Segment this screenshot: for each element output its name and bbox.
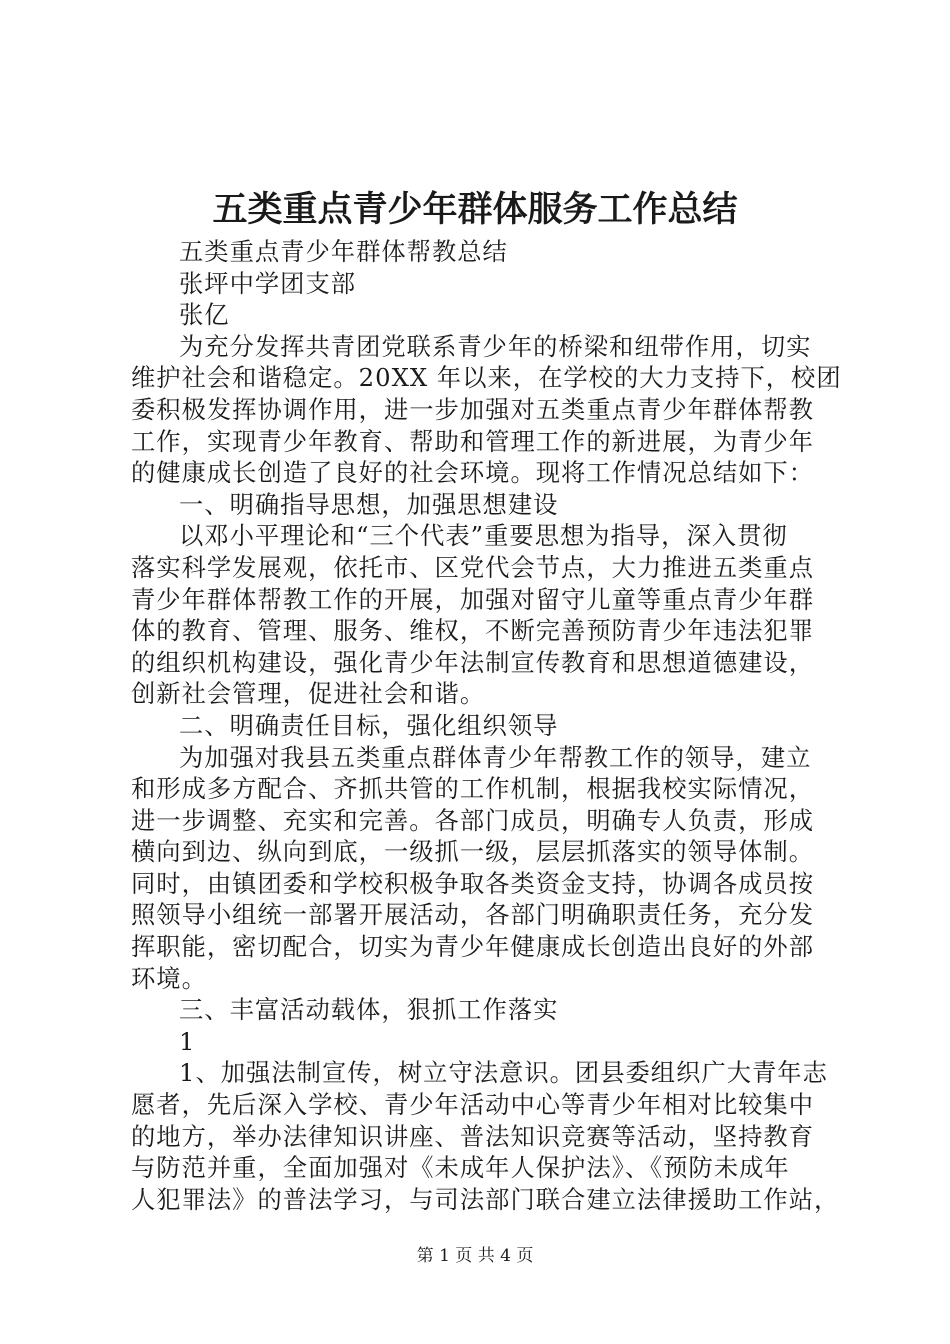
document-body <box>131 236 841 1215</box>
text-line: 1 <box>179 1026 196 1056</box>
text-line: 同时，由镇团委和学校积极争取各类资金支持，协调各成员按 <box>131 868 815 898</box>
text-line: 委积极发挥协调作用，进一步加强对五类重点青少年群体帮教 <box>131 394 815 424</box>
text-line: 创新社会管理，促进社会和谐。 <box>131 679 486 709</box>
text-line: 为加强对我县五类重点群体青少年帮教工作的领导，建立 <box>179 742 812 772</box>
text-line: 二、明确责任目标，强化组织领导 <box>179 710 559 740</box>
document-title: 五类重点青少年群体服务工作总结 <box>212 189 738 230</box>
text-line: 一、明确指导思想，加强思想建设 <box>179 489 559 519</box>
text-line: 横向到边、纵向到底，一级抓一级，层层抓落实的领导体制。 <box>131 837 815 867</box>
text-line: 进一步调整、充实和完善。各部门成员，明确专人负责，形成 <box>131 805 815 835</box>
text-line: 的地方，举办法律知识讲座、普法知识竞赛等活动，坚持教育 <box>131 1121 815 1151</box>
text-line: 1、加强法制宣传，树立守法意识。团县委组织广大青年志 <box>179 1058 828 1088</box>
text-line: 以邓小平理论和“三个代表”重要思想为指导，深入贯彻 <box>179 521 788 551</box>
text-line: 体的教育、管理、服务、维权，不断完善预防青少年违法犯罪 <box>131 616 815 646</box>
text-line: 与防范并重，全面加强对《未成年人保护法》、《预防未成年 <box>131 1153 790 1183</box>
text-line: 人犯罪法》的普法学习，与司法部门联合建立法律援助工作站， <box>131 1184 840 1214</box>
text-line: 照领导小组统一部署开展活动，各部门明确职责任务，充分发 <box>131 900 815 930</box>
text-line: 青少年群体帮教工作的开展，加强对留守儿童等重点青少年群 <box>131 584 815 614</box>
text-line: 环境。 <box>131 963 207 993</box>
text-line: 落实科学发展观，依托市、区党代会节点，大力推进五类重点 <box>131 552 815 582</box>
text-line: 的健康成长创造了良好的社会环境。现将工作情况总结如下： <box>131 458 815 488</box>
text-line: 维护社会和谐稳定。20XX 年以来，在学校的大力支持下，校团 <box>131 363 842 393</box>
text-line: 工作，实现青少年教育、帮助和管理工作的新进展，为青少年 <box>131 426 815 456</box>
text-line: 五类重点青少年群体帮教总结 <box>179 237 508 266</box>
page-footer: 第 1 页 共 4 页 <box>416 1246 534 1266</box>
text-line: 张亿 <box>179 300 230 330</box>
text-line: 和形成多方配合、齐抓共管的工作机制，根据我校实际情况， <box>131 774 815 804</box>
text-line: 张坪中学团支部 <box>179 268 357 298</box>
text-line: 为充分发挥共青团党联系青少年的桥梁和纽带作用，切实 <box>179 331 812 361</box>
text-line: 愿者，先后深入学校、青少年活动中心等青少年相对比较集中 <box>131 1090 815 1120</box>
text-line: 三、丰富活动载体，狠抓工作落实 <box>179 995 559 1025</box>
text-line: 挥职能，密切配合，切实为青少年健康成长创造出良好的外部 <box>131 932 815 962</box>
text-line: 的组织机构建设，强化青少年法制宣传教育和思想道德建设， <box>131 647 815 677</box>
